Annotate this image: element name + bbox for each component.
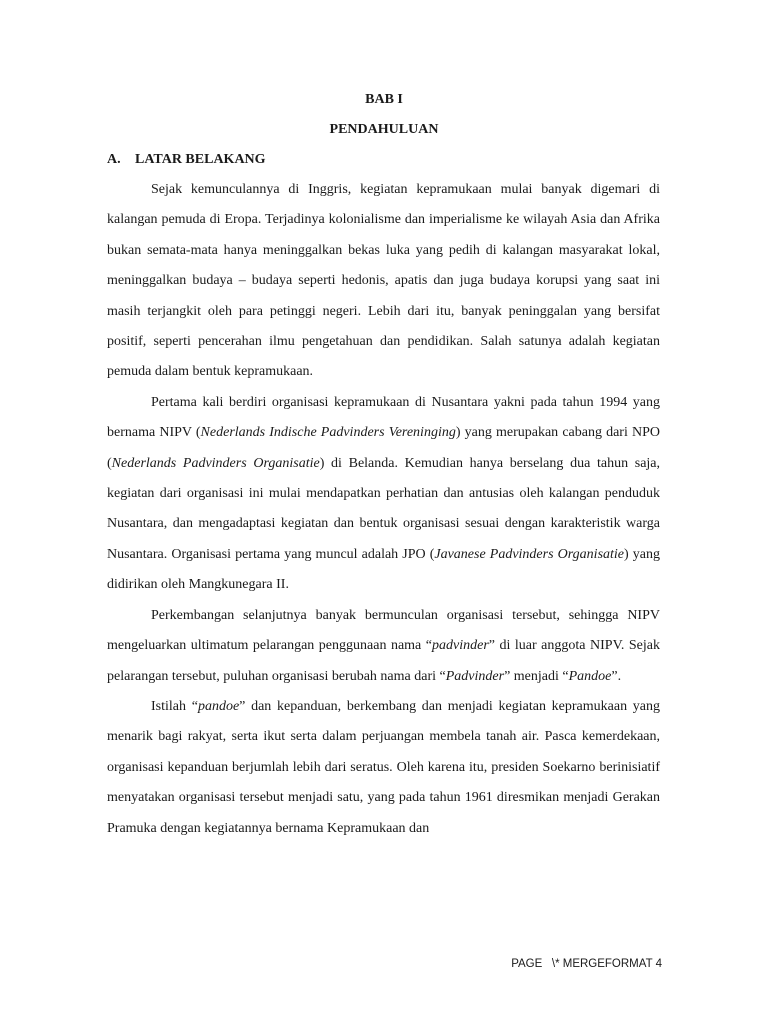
text-run: ) yang merupakan cabang dari NPO ( — [107, 425, 660, 471]
text-run: Perkembangan selanjutnya banyak bermunculan organisasi tersebut, sehingga NIPV mengeluarkan ultimatum pelarangan penggunaan nama “ — [107, 607, 660, 654]
section-number: A. — [107, 152, 121, 167]
italic-term: Nederlands Padvinders Organisatie — [111, 455, 320, 471]
italic-term: Pandoe — [568, 668, 612, 684]
paragraph — [107, 175, 660, 388]
paragraph — [107, 388, 660, 601]
page-footer-field: PAGE \* MERGEFORMAT 4 — [511, 958, 662, 970]
text-run: Sejak kemunculannya di Inggris, kegiatan kepramukaan mulai banyak digemari di kalangan pemuda di Eropa. Terjadinya kolonialisme dan imperialisme ke wilayah Asia dan Afrika bukan semata-mata hanya meninggalkan bekas luka yang pedih di kalangan masyarakat lokal, meninggalkan budaya – budaya seperti hedonis, apatis dan juga budaya korupsi yang saat ini masih terjangkit oleh para petinggi negeri. Lebih dari itu, banyak peninggalan yang bersifat positif, seperti pencerahan ilmu pengetahuan dan pendidikan. Salah satunya adalah kegiatan pemuda dalam bentuk kepramukaan. — [107, 182, 660, 380]
italic-term: Padvinder — [445, 668, 505, 684]
paragraph — [107, 692, 660, 844]
italic-term: Javanese Padvinders Organisatie — [434, 546, 625, 562]
section-heading — [107, 152, 266, 168]
text-run: ” di luar anggota NIPV. Sejak pelarangan tersebut, puluhan organisasi berubah nama dari “ — [107, 638, 660, 684]
chapter-heading: BAB I — [365, 92, 403, 107]
text-run: ) yang didirikan oleh Mangkunegara II. — [107, 546, 660, 593]
text-run: Pertama kali berdiri organisasi kepramukaan di Nusantara yakni pada tahun 1994 yang bernama NIPV ( — [107, 394, 660, 441]
text-run: ” menjadi “ — [504, 668, 569, 684]
section-label: LATAR BELAKANG — [135, 152, 266, 167]
text-run: ”. — [611, 668, 622, 684]
chapter-title: PENDAHULUAN — [329, 122, 439, 137]
italic-term: padvinder — [432, 638, 489, 654]
text-run: Istilah “ — [151, 698, 198, 714]
italic-term: Nederlands Indische Padvinders Vereninging — [200, 425, 456, 441]
paragraph — [107, 601, 660, 692]
text-run: ” dan kepanduan, berkembang dan menjadi kegiatan kepramukaan yang menarik bagi rakyat, serta ikut serta dalam perjuangan membela tanah air. Pasca kemerdekaan, organisasi kepanduan berjumlah lebih dari seratus. Oleh karena itu, presiden Soekarno berinisiatif menyatakan organisasi tersebut menjadi satu, yang pada tahun 1961 diresmikan menjadi Gerakan Pramuka dengan kegiatannya bernama Kepramukaan dan — [107, 698, 660, 836]
italic-term: pandoe — [197, 698, 240, 714]
text-run: ) di Belanda. Kemudian hanya berselang dua tahun saja, kegiatan dari organisasi ini mulai mendapatkan perhatian dan antusias oleh kalangan penduduk Nusantara, dan mengadaptasi kegiatan dan bentuk organisasi sesuai dengan karakteristik warga Nusantara. Organisasi pertama yang muncul adalah JPO ( — [107, 455, 661, 562]
body-text — [107, 175, 660, 844]
